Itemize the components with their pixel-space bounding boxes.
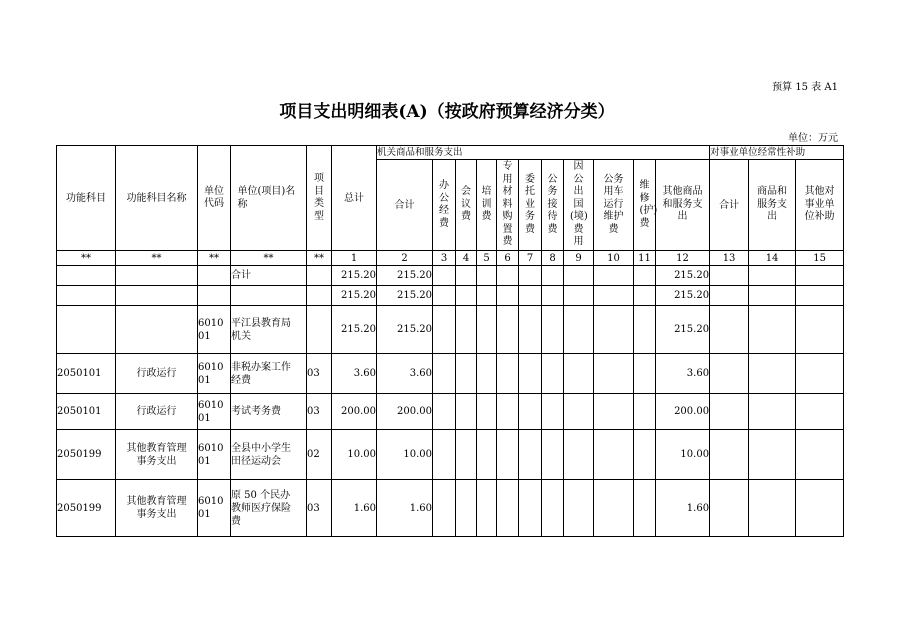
index-cell: 11 — [634, 251, 656, 266]
col-header-other-goods — [656, 160, 710, 251]
cell-reception — [542, 480, 564, 537]
cell-training — [477, 480, 497, 537]
index-cell: 6 — [497, 251, 519, 266]
form-number: 预算 15 表 A1 — [772, 82, 838, 93]
cell-goods-total — [377, 286, 433, 306]
cell-subsidy-other — [796, 286, 844, 306]
table-row — [57, 430, 844, 480]
col-header-reception-label: 公务接待费 — [547, 173, 558, 235]
cell-vehicle — [594, 394, 634, 430]
cell-vehicle — [594, 354, 634, 394]
index-cell: 12 — [656, 251, 710, 266]
cell-subject-code — [57, 266, 116, 286]
index-cell: 1 — [332, 251, 377, 266]
cell-subsidy-other — [796, 354, 844, 394]
cell-value-unit-code: 601001 — [198, 361, 224, 386]
col-header-unit-code — [198, 146, 231, 251]
cell-vehicle — [594, 306, 634, 354]
cell-other-goods — [656, 266, 710, 286]
col-header-abroad-label: 因公出国(境)费用 — [570, 161, 588, 248]
cell-subsidy-other — [796, 430, 844, 480]
cell-training — [477, 286, 497, 306]
table-row — [57, 306, 844, 354]
cell-value-subject-code: 2050199 — [57, 449, 102, 460]
cell-project-type — [307, 394, 332, 430]
cell-materials — [497, 354, 519, 394]
cell-office — [433, 480, 456, 537]
cell-maintenance — [634, 354, 656, 394]
cell-subject-code — [57, 480, 116, 537]
cell-value-unit-code: 601001 — [198, 496, 224, 520]
unit-label: 单位：万元 — [788, 133, 838, 144]
cell-project-type — [307, 266, 332, 286]
cell-value-goods-total: 3.60 — [409, 368, 432, 379]
cell-commission — [519, 480, 542, 537]
col-header-training-label: 培训费 — [481, 186, 492, 223]
col-header-project-type-label: 项目类型 — [314, 173, 324, 222]
col-header-reception — [542, 160, 564, 251]
cell-meeting — [456, 430, 477, 480]
col-header-subsidy-total: 合计 — [710, 160, 749, 251]
cell-project-type — [307, 354, 332, 394]
cell-value-total: 215.20 — [341, 324, 376, 335]
col-header-other-goods-label: 其他商品和服务支出 — [662, 186, 703, 223]
cell-total — [332, 266, 377, 286]
cell-value-goods-total: 215.20 — [397, 324, 432, 335]
col-header-total: 总计 — [332, 146, 377, 251]
cell-value-other-goods: 1.60 — [686, 502, 710, 514]
table-row — [57, 286, 844, 306]
cell-office — [433, 266, 456, 286]
cell-subject-code — [57, 306, 116, 354]
cell-commission — [519, 286, 542, 306]
cell-value-goods-total: 10.00 — [403, 449, 432, 460]
cell-meeting — [456, 354, 477, 394]
cell-subsidy-total — [710, 430, 749, 480]
cell-value-goods-total: 1.60 — [409, 502, 432, 514]
cell-value-unit-code: 601001 — [198, 399, 224, 424]
index-cell: 8 — [542, 251, 564, 266]
cell-value-goods-total: 215.20 — [397, 270, 432, 281]
col-header-office — [433, 160, 456, 251]
table-body — [57, 266, 844, 537]
cell-reception — [542, 286, 564, 306]
cell-abroad — [564, 354, 594, 394]
group-header-goods-services: 机关商品和服务支出 — [377, 146, 710, 160]
budget-table — [56, 145, 844, 537]
cell-value-other-goods: 10.00 — [680, 449, 710, 460]
cell-training — [477, 394, 497, 430]
cell-goods-total — [377, 394, 433, 430]
cell-value-unit-name: 原 50 个民办教师医疗保险费 — [231, 489, 291, 527]
cell-meeting — [456, 394, 477, 430]
col-header-materials — [497, 160, 519, 251]
col-header-commission-label: 委托业务费 — [525, 173, 535, 235]
cell-project-type — [307, 286, 332, 306]
col-header-maintenance-label: 维修(护)费 — [639, 180, 658, 229]
col-header-maintenance — [634, 160, 656, 251]
col-header-subject-code: 功能科目 — [57, 146, 116, 251]
cell-subject-name — [116, 430, 198, 480]
cell-goods-total — [377, 306, 433, 354]
cell-subsidy-goods — [749, 306, 796, 354]
cell-reception — [542, 394, 564, 430]
cell-value-unit-name: 合计 — [231, 270, 251, 281]
cell-value-total: 10.00 — [347, 449, 376, 460]
cell-goods-total — [377, 266, 433, 286]
cell-unit-code — [198, 430, 231, 480]
cell-materials — [497, 430, 519, 480]
cell-value-other-goods: 3.60 — [686, 368, 710, 379]
cell-total — [332, 480, 377, 537]
index-cell: 13 — [710, 251, 749, 266]
cell-office — [433, 430, 456, 480]
index-cell: 15 — [796, 251, 844, 266]
cell-unit-name — [231, 354, 307, 394]
table-row — [57, 354, 844, 394]
cell-unit-name — [231, 266, 307, 286]
cell-abroad — [564, 394, 594, 430]
cell-other-goods — [656, 394, 710, 430]
cell-subsidy-total — [710, 266, 749, 286]
index-cell: 4 — [456, 251, 477, 266]
cell-meeting — [456, 266, 477, 286]
cell-value-subject-code: 2050199 — [57, 502, 102, 514]
cell-commission — [519, 430, 542, 480]
cell-maintenance — [634, 480, 656, 537]
cell-maintenance — [634, 266, 656, 286]
index-cell: ** — [116, 251, 198, 266]
cell-value-total: 1.60 — [353, 502, 376, 514]
col-header-subsidy-other — [796, 160, 844, 251]
cell-abroad — [564, 266, 594, 286]
cell-commission — [519, 354, 542, 394]
cell-value-total: 200.00 — [341, 406, 376, 417]
cell-unit-name — [231, 286, 307, 306]
index-cell: 2 — [377, 251, 433, 266]
cell-subsidy-total — [710, 480, 749, 537]
cell-abroad — [564, 480, 594, 537]
index-cell: 5 — [477, 251, 497, 266]
cell-value-goods-total: 200.00 — [397, 406, 432, 417]
col-header-meeting-label: 会议费 — [461, 186, 471, 223]
cell-reception — [542, 430, 564, 480]
cell-value-total: 3.60 — [353, 368, 376, 379]
cell-subsidy-total — [710, 286, 749, 306]
cell-unit-code — [198, 306, 231, 354]
table-row — [57, 480, 844, 537]
cell-unit-name — [231, 480, 307, 537]
cell-subsidy-other — [796, 306, 844, 354]
cell-project-type — [307, 480, 332, 537]
cell-total — [332, 286, 377, 306]
cell-value-subject-name: 行政运行 — [136, 368, 177, 379]
cell-commission — [519, 266, 542, 286]
cell-project-type — [307, 306, 332, 354]
cell-value-total: 215.20 — [341, 270, 376, 281]
cell-unit-name — [231, 306, 307, 354]
page-title: 项目支出明细表(A)（按政府预算经济分类） — [279, 102, 615, 122]
cell-value-other-goods: 215.20 — [674, 324, 710, 335]
cell-subject-code — [57, 430, 116, 480]
index-cell: 9 — [564, 251, 594, 266]
cell-office — [433, 306, 456, 354]
cell-unit-name — [231, 430, 307, 480]
cell-subject-code — [57, 394, 116, 430]
cell-value-subject-name: 其他教育管理事务支出 — [126, 496, 187, 520]
index-cell: ** — [307, 251, 332, 266]
cell-subsidy-goods — [749, 394, 796, 430]
cell-unit-code — [198, 480, 231, 537]
cell-project-type — [307, 430, 332, 480]
cell-vehicle — [594, 430, 634, 480]
cell-value-goods-total: 215.20 — [397, 290, 432, 301]
col-header-project-type — [307, 146, 332, 251]
col-header-vehicle — [594, 160, 634, 251]
cell-value-unit-name: 非税办案工作经费 — [231, 361, 291, 386]
col-header-training — [477, 160, 497, 251]
col-header-subsidy-goods — [749, 160, 796, 251]
col-header-unit-name-label: 单位(项目)名称 — [237, 186, 296, 210]
cell-subject-code — [57, 354, 116, 394]
cell-training — [477, 266, 497, 286]
col-header-office-label: 办公经费 — [439, 180, 449, 229]
index-cell: ** — [198, 251, 231, 266]
cell-value-subject-code: 2050101 — [57, 406, 102, 417]
cell-unit-code — [198, 266, 231, 286]
cell-total — [332, 306, 377, 354]
cell-vehicle — [594, 480, 634, 537]
cell-office — [433, 394, 456, 430]
index-cell: ** — [57, 251, 116, 266]
cell-goods-total — [377, 430, 433, 480]
cell-value-subject-name: 其他教育管理事务支出 — [126, 442, 187, 467]
cell-value-subject-name: 行政运行 — [136, 406, 177, 417]
cell-subject-name — [116, 354, 198, 394]
cell-value-other-goods: 215.20 — [674, 290, 710, 301]
cell-materials — [497, 394, 519, 430]
cell-total — [332, 430, 377, 480]
cell-vehicle — [594, 286, 634, 306]
cell-abroad — [564, 286, 594, 306]
cell-subsidy-total — [710, 306, 749, 354]
cell-value-project-type: 03 — [307, 502, 320, 514]
cell-commission — [519, 394, 542, 430]
cell-vehicle — [594, 266, 634, 286]
cell-meeting — [456, 480, 477, 537]
cell-abroad — [564, 430, 594, 480]
col-header-unit-code-label: 单位代码 — [204, 185, 224, 209]
cell-commission — [519, 306, 542, 354]
cell-materials — [497, 266, 519, 286]
col-header-unit-name — [231, 146, 307, 251]
cell-subsidy-goods — [749, 286, 796, 306]
cell-abroad — [564, 306, 594, 354]
cell-subsidy-other — [796, 266, 844, 286]
cell-unit-code — [198, 354, 231, 394]
col-header-subsidy-goods-label: 商品和服务支出 — [757, 186, 788, 223]
cell-value-unit-name: 平江县教育局机关 — [231, 317, 291, 342]
col-header-subsidy-other-label: 其他对事业单位补助 — [804, 186, 835, 223]
cell-other-goods — [656, 480, 710, 537]
cell-value-project-type: 02 — [307, 449, 320, 460]
cell-materials — [497, 480, 519, 537]
cell-value-unit-name: 全县中小学生田径运动会 — [231, 442, 291, 467]
cell-subsidy-goods — [749, 480, 796, 537]
index-cell: 14 — [749, 251, 796, 266]
cell-goods-total — [377, 354, 433, 394]
cell-reception — [542, 354, 564, 394]
cell-total — [332, 394, 377, 430]
cell-value-project-type: 03 — [307, 406, 320, 417]
cell-maintenance — [634, 394, 656, 430]
cell-reception — [542, 306, 564, 354]
cell-reception — [542, 266, 564, 286]
cell-subsidy-goods — [749, 354, 796, 394]
header-row-groups — [57, 146, 844, 160]
cell-subject-name — [116, 286, 198, 306]
cell-training — [477, 430, 497, 480]
cell-subsidy-total — [710, 394, 749, 430]
index-cell: ** — [231, 251, 307, 266]
index-cell: 10 — [594, 251, 634, 266]
group-header-subsidy: 对事业单位经常性补助 — [710, 146, 844, 160]
cell-value-unit-code: 601001 — [198, 442, 224, 467]
col-header-commission — [519, 160, 542, 251]
col-header-abroad — [564, 160, 594, 251]
cell-value-other-goods: 200.00 — [674, 406, 710, 417]
cell-value-unit-name: 考试考务费 — [231, 406, 281, 417]
cell-other-goods — [656, 306, 710, 354]
cell-subsidy-goods — [749, 430, 796, 480]
cell-materials — [497, 306, 519, 354]
cell-training — [477, 354, 497, 394]
cell-subsidy-total — [710, 354, 749, 394]
cell-value-subject-code: 2050101 — [57, 368, 102, 379]
cell-unit-code — [198, 394, 231, 430]
cell-subject-name — [116, 480, 198, 537]
index-cell: 7 — [519, 251, 542, 266]
cell-goods-total — [377, 480, 433, 537]
table-row — [57, 394, 844, 430]
index-cell: 3 — [433, 251, 456, 266]
table-row — [57, 266, 844, 286]
cell-subject-name — [116, 306, 198, 354]
cell-maintenance — [634, 286, 656, 306]
col-header-materials-label: 专用材料购置费 — [502, 161, 513, 248]
cell-unit-code — [198, 286, 231, 306]
cell-value-project-type: 03 — [307, 368, 320, 379]
cell-subject-name — [116, 394, 198, 430]
cell-value-unit-code: 601001 — [198, 317, 224, 342]
col-header-subject-name: 功能科目名称 — [116, 146, 198, 251]
cell-office — [433, 286, 456, 306]
index-row — [57, 251, 844, 266]
cell-maintenance — [634, 306, 656, 354]
cell-other-goods — [656, 286, 710, 306]
cell-meeting — [456, 286, 477, 306]
cell-office — [433, 354, 456, 394]
cell-subsidy-other — [796, 394, 844, 430]
cell-value-total: 215.20 — [341, 290, 376, 301]
cell-total — [332, 354, 377, 394]
cell-other-goods — [656, 430, 710, 480]
col-header-meeting — [456, 160, 477, 251]
cell-subsidy-other — [796, 480, 844, 537]
cell-value-other-goods: 215.20 — [674, 270, 710, 281]
cell-training — [477, 306, 497, 354]
cell-subsidy-goods — [749, 266, 796, 286]
cell-meeting — [456, 306, 477, 354]
cell-maintenance — [634, 430, 656, 480]
col-header-vehicle-label: 公务用车运行维护费 — [603, 173, 624, 235]
cell-materials — [497, 286, 519, 306]
cell-subject-code — [57, 286, 116, 306]
cell-unit-name — [231, 394, 307, 430]
cell-subject-name — [116, 266, 198, 286]
cell-other-goods — [656, 354, 710, 394]
col-header-goods-total: 合计 — [377, 160, 433, 251]
